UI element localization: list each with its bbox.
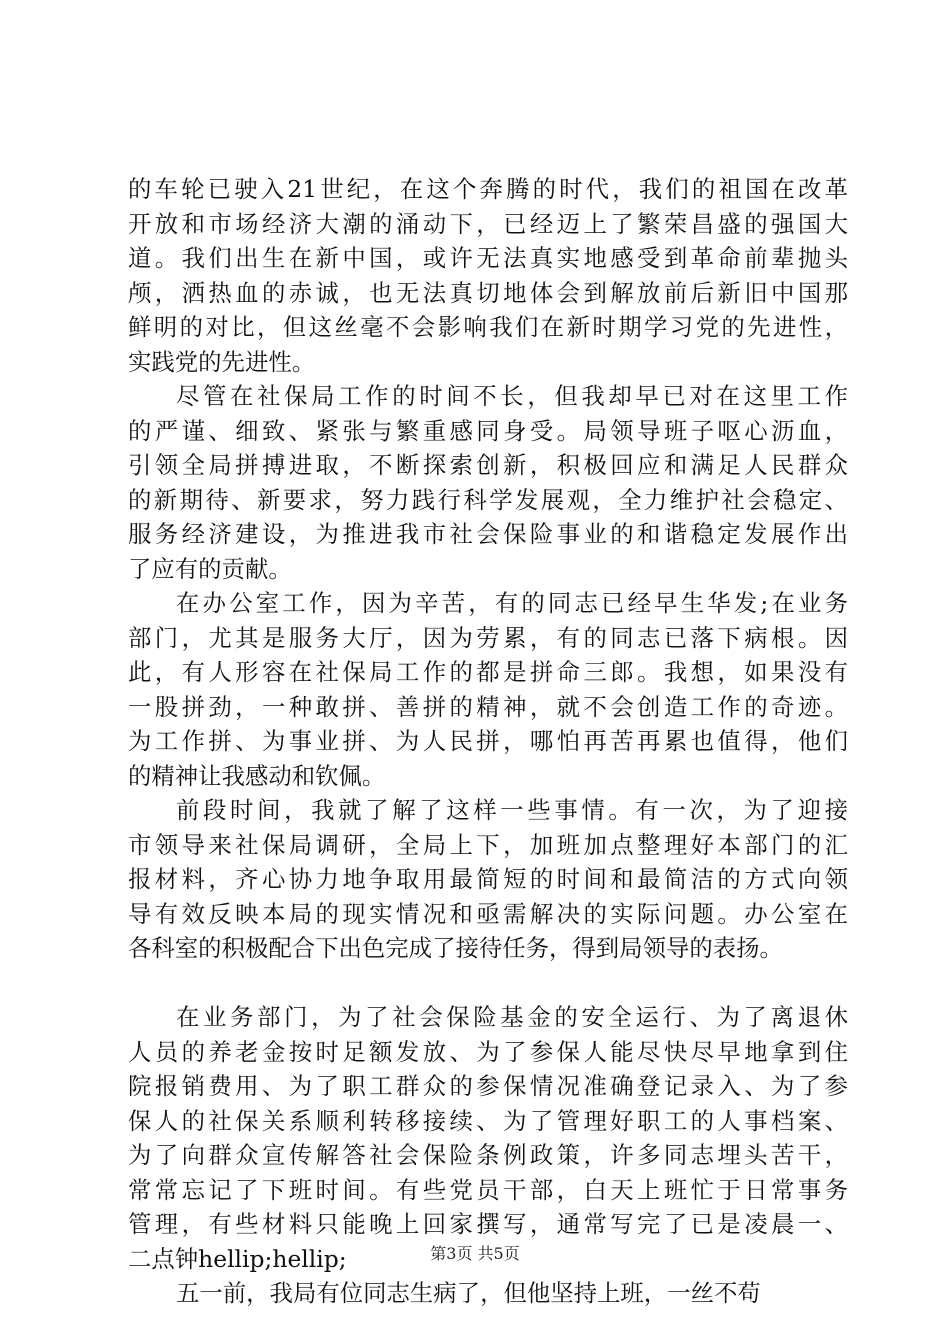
text-line: 二点钟hellip;hellip; (128, 1244, 347, 1273)
text-line: 的精神让我感动和钦佩。 (128, 761, 386, 790)
text-line: 的新期待、新要求，努力践行科学发展观，全力维护社会稳定、 (128, 485, 848, 514)
text-line: 报材料，齐心协力地争取用最简短的时间和最简洁的方式向领 (128, 865, 848, 893)
text-line: 前段时间，我就了解了这样一些事情。有一次，为了迎接 (176, 796, 848, 824)
text-line: 管理，有些材料只能晚上回家撰写，通常写完了已是凌晨一、 (128, 1210, 848, 1238)
text-line: 尽管在社保局工作的时间不长，但我却早已对在这里工作 (176, 382, 848, 410)
text-line: 服务经济建设，为推进我市社会保险事业的和谐稳定发展作出 (128, 520, 848, 548)
paragraph (128, 586, 848, 793)
paragraph-gap (128, 966, 848, 1001)
text-line: 在业务部门，为了社会保险基金的安全运行、为了离退休 (176, 1003, 848, 1031)
paragraph (128, 793, 848, 966)
text-line: 五一前，我局有位同志生病了，但他坚持上班，一丝不苟 (176, 1279, 761, 1307)
text-line: 部门，尤其是服务大厅，因为劳累，有的同志已落下病根。因 (128, 623, 848, 652)
text-line: 此，有人形容在社保局工作的都是拼命三郎。我想，如果没有 (128, 658, 848, 686)
text-line: 引领全局拼搏进取，不断探索创新，积极回应和满足人民群众 (128, 451, 848, 479)
text-line: 鲜明的对比，但这丝毫不会影响我们在新时期学习党的先进性， (128, 313, 848, 341)
text-line: 开放和市场经济大潮的涌动下，已经迈上了繁荣昌盛的强国大 (128, 209, 848, 238)
paragraph (128, 1276, 848, 1311)
text-line: 为了向群众宣传解答社会保险条例政策，许多同志埋头苦干， (128, 1141, 848, 1169)
text-line: 的车轮已驶入21世纪，在这个奔腾的时代，我们的祖国在改革 (128, 175, 848, 203)
text-line: 颅，洒热血的赤诚，也无法真切地体会到解放前后新旧中国那 (128, 278, 848, 307)
text-line: 院报销费用、为了职工群众的参保情况准确登记录入、为了参 (128, 1072, 848, 1100)
text-line: 市领导来社保局调研，全局上下，加班加点整理好本部门的汇 (128, 830, 848, 859)
text-line: 一股拼劲，一种敢拼、善拼的精神，就不会创造工作的奇迹。 (128, 692, 848, 721)
paragraph (128, 172, 848, 379)
text-line: 为工作拼、为事业拼、为人民拼，哪怕再苦再累也值得，他们 (128, 727, 848, 755)
text-line: 常常忘记了下班时间。有些党员干部，白天上班忙于日常事务 (128, 1175, 848, 1204)
text-line: 的严谨、细致、紧张与繁重感同身受。局领导班子呕心沥血， (128, 416, 848, 445)
paragraph (128, 1000, 848, 1276)
text-line: 了应有的贡献。 (128, 554, 292, 583)
document-body (128, 172, 848, 1311)
text-line: 实践党的先进性。 (128, 347, 316, 376)
page-footer: 第3页 共5页 (430, 1244, 520, 1263)
text-line: 导有效反映本局的现实情况和亟需解决的实际问题。办公室在 (128, 899, 848, 928)
text-line: 各科室的积极配合下出色完成了接待任务，得到局领导的表扬。 (128, 934, 783, 962)
text-line: 保人的社保关系顺利转移接续、为了管理好职工的人事档案、 (128, 1106, 848, 1135)
paragraph (128, 379, 848, 586)
text-line: 在办公室工作，因为辛苦，有的同志已经早生华发;在业务 (176, 589, 848, 617)
text-line: 道。我们出生在新中国，或许无法真实地感受到革命前辈抛头 (128, 244, 848, 272)
text-line: 人员的养老金按时足额发放、为了参保人能尽快尽早地拿到住 (128, 1037, 848, 1066)
